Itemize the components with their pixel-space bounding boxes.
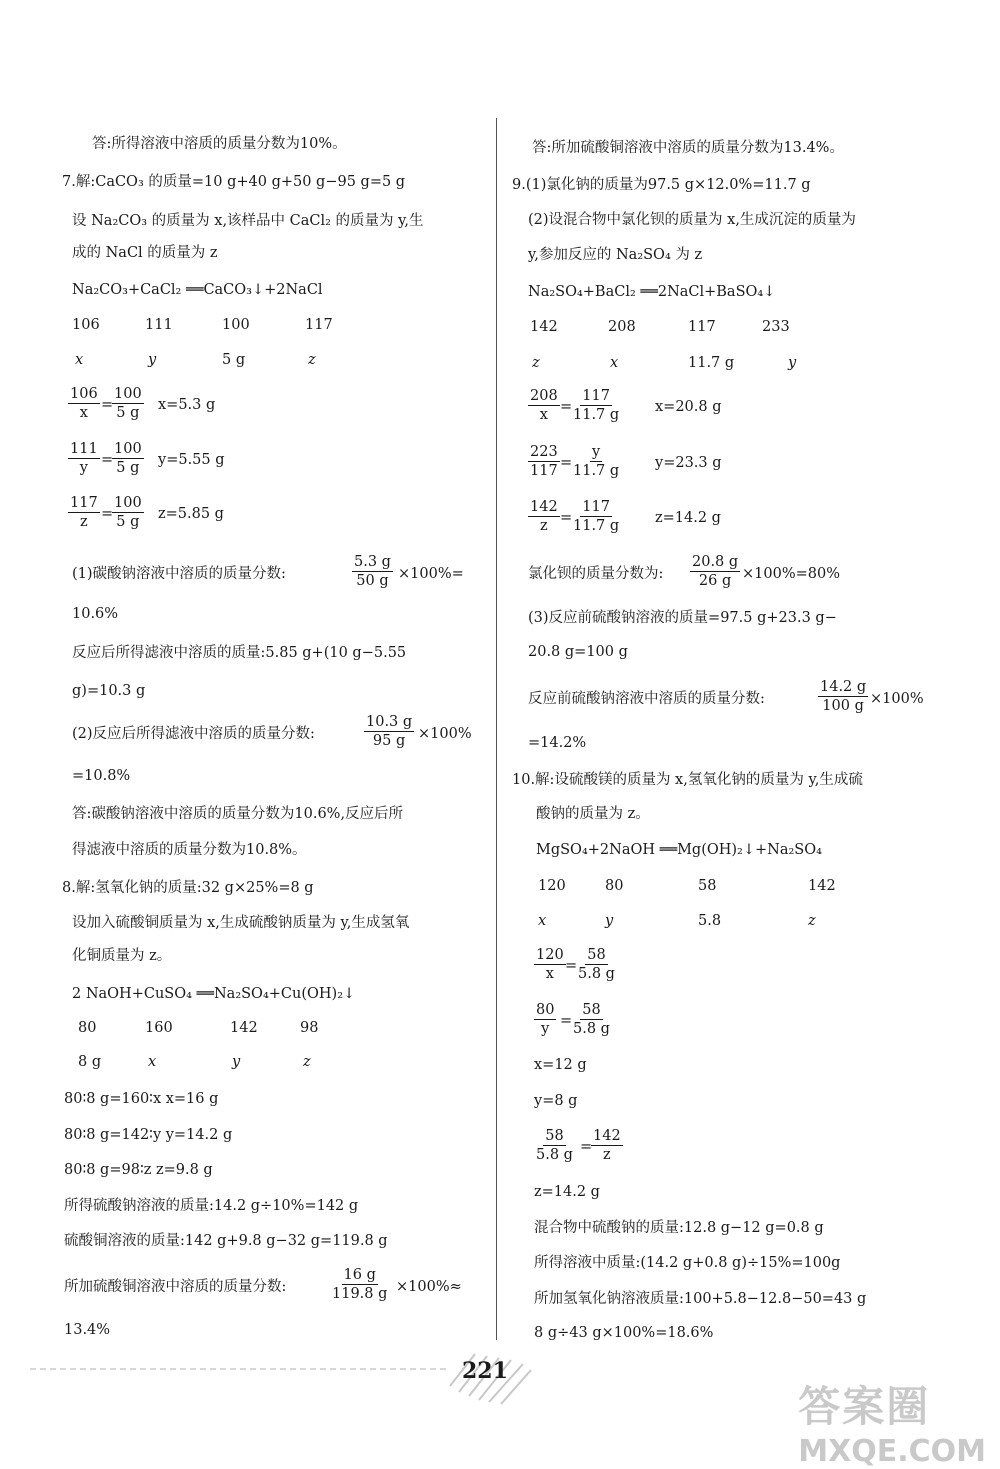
p9-part-2a: (2)设混合物中氯化钡的质量为 x,生成沉淀的质量为 bbox=[528, 212, 856, 228]
p10-equation: MgSO₄+2NaOH ══Mg(OH)₂↓+Na₂SO₄ bbox=[536, 842, 822, 858]
p7-q2-tail: ×100% bbox=[418, 726, 472, 742]
p10-frac-1b: $\frac{58}{5.8 g}$ bbox=[578, 947, 615, 982]
p7-res-2: y=5.55 g bbox=[158, 452, 225, 468]
p10-frac-3a: $\frac{58}{5.8 g}$ bbox=[536, 1128, 573, 1163]
p8-q-frac: $\frac{16 g}{119.8 g}$ bbox=[332, 1267, 388, 1302]
p9-ba-frac: $\frac{20.8 g}{26 g}$ bbox=[692, 554, 739, 589]
p8-mass-4: 98 bbox=[300, 1020, 319, 1036]
p8-ratio-2: 80∶8 g=142∶y y=14.2 g bbox=[64, 1127, 233, 1143]
p7-filtrate-2: g)=10.3 g bbox=[72, 683, 146, 699]
p10-mass-2: 80 bbox=[605, 878, 624, 894]
column-divider bbox=[496, 118, 497, 1340]
p7-frac-1a: $\frac{106}{x}$ bbox=[70, 386, 98, 421]
watermark-en: MXQE.COM bbox=[798, 1434, 986, 1469]
p7-head: 7.解:CaCO₃ 的质量=10 g+40 g+50 g−95 g=5 g bbox=[62, 174, 406, 190]
p8-var-1: 8 g bbox=[78, 1054, 102, 1070]
p7-answer-2: 得滤液中溶质的质量分数为10.8%。 bbox=[72, 842, 307, 858]
p9-var-4: y bbox=[788, 355, 797, 371]
p9-pct-frac: $\frac{14.2 g}{100 g}$ bbox=[820, 679, 867, 714]
p10-mass-4: 142 bbox=[808, 878, 836, 894]
page-number: 221 bbox=[462, 1358, 508, 1384]
p8-q-text: 所加硫酸铜溶液中溶质的质量分数: bbox=[64, 1279, 287, 1295]
p8-cu-mass: 硫酸铜溶液的质量:142 g+9.8 g−32 g=119.8 g bbox=[64, 1233, 388, 1249]
watermark-cn: 答案圈 bbox=[798, 1382, 931, 1431]
p7-res-3: z=5.85 g bbox=[158, 506, 224, 522]
equals-sign: = bbox=[560, 399, 573, 415]
equals-sign: = bbox=[101, 452, 114, 468]
p9-pct-tail: ×100% bbox=[870, 691, 924, 707]
p9-frac-1b: $\frac{117}{11.7 g}$ bbox=[573, 388, 620, 423]
p10-mass-3: 58 bbox=[698, 878, 717, 894]
p10-frac-1a: $\frac{120}{x}$ bbox=[536, 947, 564, 982]
p9-mass-2: 208 bbox=[608, 319, 636, 335]
footer-rule bbox=[30, 1368, 450, 1370]
p7-var-1: x bbox=[75, 352, 84, 368]
p8-ratio-3: 80∶8 g=98∶z z=9.8 g bbox=[64, 1162, 213, 1178]
p8-q-result: 13.4% bbox=[64, 1322, 111, 1338]
p9-frac-3b: $\frac{117}{11.7 g}$ bbox=[573, 499, 620, 534]
p10-frac-2a: $\frac{80}{y}$ bbox=[536, 1002, 555, 1037]
p7-mass-3: 100 bbox=[222, 317, 250, 333]
p9-res-3: z=14.2 g bbox=[655, 510, 721, 526]
p7-q2-result: =10.8% bbox=[72, 768, 131, 784]
p9-part-3a: (3)反应前硫酸钠溶液的质量=97.5 g+23.3 g− bbox=[528, 610, 837, 626]
equals-sign: = bbox=[101, 506, 114, 522]
p8-mass-1: 80 bbox=[78, 1020, 97, 1036]
p9-pct-result: =14.2% bbox=[528, 735, 587, 751]
p7-mass-1: 106 bbox=[72, 317, 100, 333]
equals-sign: = bbox=[101, 397, 114, 413]
p10-var-4: z bbox=[808, 913, 816, 929]
p9-frac-2a: $\frac{223}{117}$ bbox=[530, 444, 558, 479]
p10-naoh-mass: 所加氢氧化钠溶液质量:100+5.8−12.8−50=43 g bbox=[534, 1291, 867, 1307]
p7-mass-2: 111 bbox=[145, 317, 173, 333]
p7-frac-2b: $\frac{100}{5 g}$ bbox=[114, 441, 142, 476]
p8-var-4: z bbox=[303, 1054, 311, 1070]
p8-head: 8.解:氢氧化钠的质量:32 g×25%=8 g bbox=[62, 880, 314, 896]
p9-frac-2b: $\frac{y}{11.7 g}$ bbox=[573, 444, 620, 479]
p9-equation: Na₂SO₄+BaCl₂ ══2NaCl+BaSO₄↓ bbox=[528, 284, 776, 300]
p7-q2-text: (2)反应后所得滤液中溶质的质量分数: bbox=[72, 726, 315, 742]
p8-ratio-1: 80∶8 g=160∶x x=16 g bbox=[64, 1091, 219, 1107]
p7-frac-3b: $\frac{100}{5 g}$ bbox=[114, 495, 142, 530]
p7-equation: Na₂CO₃+CaCl₂ ══CaCO₃↓+2NaCl bbox=[72, 282, 323, 298]
p9-part-1: 9.(1)氯化钠的质量为97.5 g×12.0%=11.7 g bbox=[512, 177, 811, 193]
p9-res-1: x=20.8 g bbox=[655, 399, 722, 415]
answer-8: 答:所加硫酸铜溶液中溶质的质量分数为13.4%。 bbox=[532, 140, 844, 156]
p9-ba-text: 氯化钡的质量分数为: bbox=[528, 566, 664, 582]
p9-mass-4: 233 bbox=[762, 319, 790, 335]
equals-sign: = bbox=[565, 958, 578, 974]
p8-mass-3: 142 bbox=[230, 1020, 258, 1036]
p10-line-1: 10.解:设硫酸镁的质量为 x,氢氧化钠的质量为 y,生成硫 bbox=[512, 772, 863, 788]
equals-sign: = bbox=[560, 455, 573, 471]
p7-var-2: y bbox=[148, 352, 157, 368]
p10-solution-mass: 所得溶液中质量:(14.2 g+0.8 g)÷15%=100g bbox=[534, 1255, 841, 1271]
p7-set-2: 成的 NaCl 的质量为 z bbox=[72, 245, 218, 261]
p7-var-3: 5 g bbox=[222, 352, 246, 368]
p10-final-pct: 8 g÷43 g×100%=18.6% bbox=[534, 1325, 714, 1341]
p8-na-mass: 所得硫酸钠溶液的质量:14.2 g÷10%=142 g bbox=[64, 1198, 359, 1214]
p9-pct-text: 反应前硫酸钠溶液中溶质的质量分数: bbox=[528, 691, 765, 707]
p7-answer-1: 答:碳酸钠溶液中溶质的质量分数为10.6%,反应后所 bbox=[72, 806, 404, 822]
p7-mass-4: 117 bbox=[305, 317, 333, 333]
p9-part-3b: 20.8 g=100 g bbox=[528, 644, 628, 660]
p10-z-result: z=14.2 g bbox=[534, 1184, 600, 1200]
p10-var-3: 5.8 bbox=[698, 913, 722, 929]
p7-frac-3a: $\frac{117}{z}$ bbox=[70, 495, 98, 530]
p7-filtrate-1: 反应后所得滤液中溶质的质量:5.85 g+(10 g−5.55 bbox=[72, 645, 407, 661]
p8-set-2: 化铜质量为 z。 bbox=[72, 948, 172, 964]
p10-x-result: x=12 g bbox=[534, 1057, 587, 1073]
p10-mass-1: 120 bbox=[538, 878, 566, 894]
p7-q1-text: (1)碳酸钠溶液中溶质的质量分数: bbox=[72, 566, 286, 582]
p9-var-3: 11.7 g bbox=[688, 355, 735, 371]
equals-sign: = bbox=[560, 1013, 573, 1029]
p10-mixture-mass: 混合物中硫酸钠的质量:12.8 g−12 g=0.8 g bbox=[534, 1220, 824, 1236]
p10-frac-3b: $\frac{142}{z}$ bbox=[593, 1128, 621, 1163]
p8-var-2: x bbox=[148, 1054, 157, 1070]
p8-q-tail: ×100%≈ bbox=[396, 1279, 462, 1295]
p9-res-2: y=23.3 g bbox=[655, 455, 722, 471]
p9-mass-1: 142 bbox=[530, 319, 558, 335]
p7-q1-frac: $\frac{5.3 g}{50 g}$ bbox=[354, 554, 391, 589]
answer-6: 答:所得溶液中溶质的质量分数为10%。 bbox=[92, 136, 347, 152]
equals-sign: = bbox=[560, 510, 573, 526]
p8-set-1: 设加入硫酸铜质量为 x,生成硫酸钠质量为 y,生成氢氧 bbox=[72, 915, 410, 931]
p10-line-2: 酸钠的质量为 z。 bbox=[536, 806, 650, 822]
p7-set-1: 设 Na₂CO₃ 的质量为 x,该样品中 CaCl₂ 的质量为 y,生 bbox=[72, 213, 424, 229]
p10-var-2: y bbox=[605, 913, 614, 929]
p7-frac-1b: $\frac{100}{5 g}$ bbox=[114, 386, 142, 421]
watermark bbox=[798, 1374, 986, 1469]
p9-ba-tail: ×100%=80% bbox=[742, 566, 840, 582]
p9-part-2b: y,参加反应的 Na₂SO₄ 为 z bbox=[528, 247, 703, 263]
equals-sign: = bbox=[580, 1139, 593, 1155]
p7-q2-frac: $\frac{10.3 g}{95 g}$ bbox=[366, 714, 413, 749]
p9-mass-3: 117 bbox=[688, 319, 716, 335]
p10-y-result: y=8 g bbox=[534, 1093, 578, 1109]
p7-frac-2a: $\frac{111}{y}$ bbox=[70, 441, 98, 476]
p8-mass-2: 160 bbox=[145, 1020, 173, 1036]
p9-frac-3a: $\frac{142}{z}$ bbox=[530, 499, 558, 534]
p7-var-4: z bbox=[308, 352, 316, 368]
p9-var-2: x bbox=[610, 355, 619, 371]
p9-frac-1a: $\frac{208}{x}$ bbox=[530, 388, 558, 423]
p8-var-3: y bbox=[232, 1054, 241, 1070]
p7-q1-result: 10.6% bbox=[72, 606, 119, 622]
p10-frac-2b: $\frac{58}{5.8 g}$ bbox=[573, 1002, 610, 1037]
p9-var-1: z bbox=[532, 355, 540, 371]
p10-var-1: x bbox=[538, 913, 547, 929]
p8-equation: 2 NaOH+CuSO₄ ══Na₂SO₄+Cu(OH)₂↓ bbox=[72, 986, 356, 1002]
p7-res-1: x=5.3 g bbox=[158, 397, 216, 413]
p7-q1-tail: ×100%= bbox=[398, 566, 464, 582]
